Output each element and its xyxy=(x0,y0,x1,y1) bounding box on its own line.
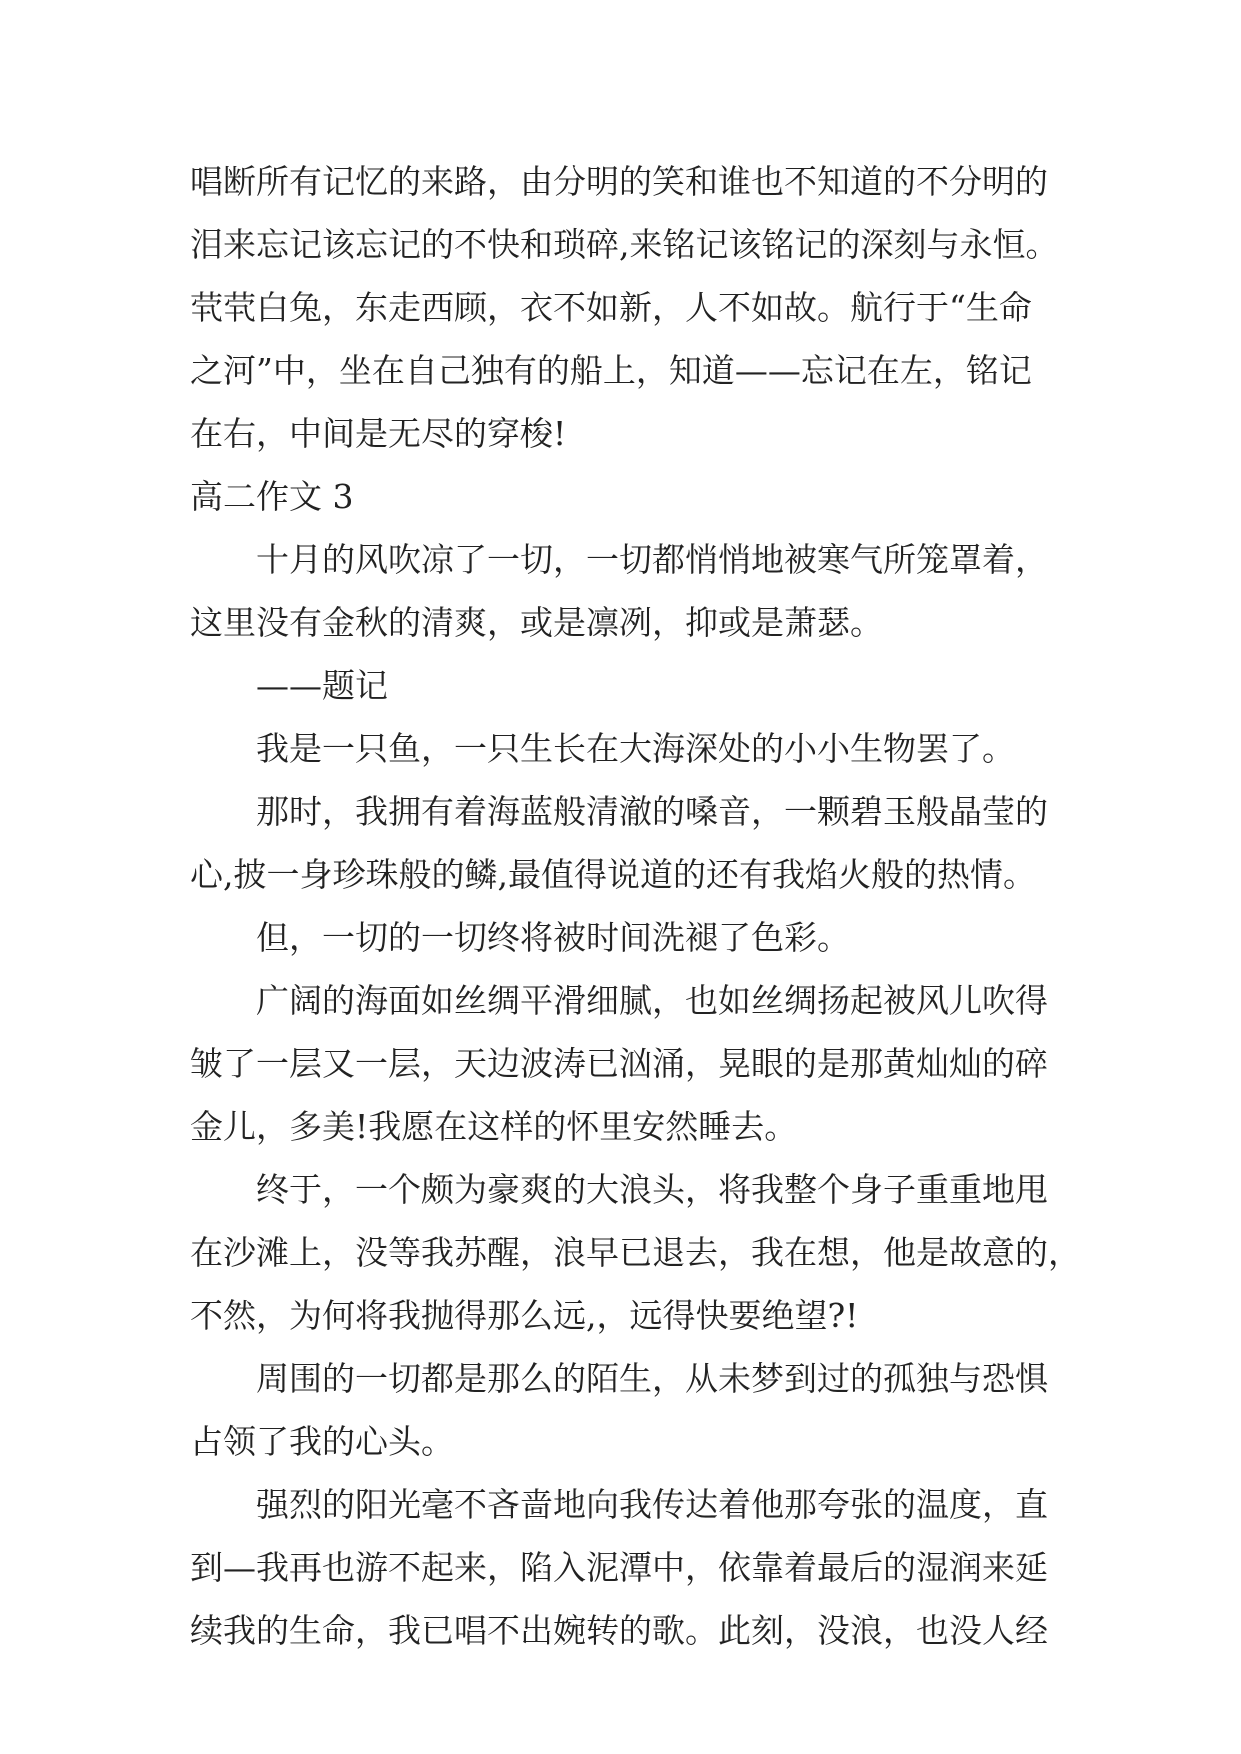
text-line: 到—我再也游不起来，陷入泥潭中，依靠着最后的湿润来延 xyxy=(190,1548,1048,1587)
text-line: 这里没有金秋的清爽，或是凛冽，抑或是萧瑟。 xyxy=(190,603,883,642)
text-line: 强烈的阳光毫不吝啬地向我传达着他那夸张的温度，直 xyxy=(256,1485,1048,1524)
text-line: 之河”中，坐在自己独有的船上，知道——忘记在左，铭记 xyxy=(190,351,1032,390)
text-line: 我是一只鱼，一只生长在大海深处的小小生物罢了。 xyxy=(256,729,1015,768)
text-line: 续我的生命，我已唱不出婉转的歌。此刻，没浪，也没人经 xyxy=(190,1611,1048,1650)
text-line: 占领了我的心头。 xyxy=(190,1422,454,1461)
text-line: 但，一切的一切终将被时间洗褪了色彩。 xyxy=(256,918,850,957)
text-line: 心,披一身珍珠般的鳞,最值得说道的还有我焰火般的热情。 xyxy=(190,855,1036,894)
text-line: 周围的一切都是那么的陌生，从未梦到过的孤独与恐惧 xyxy=(256,1359,1048,1398)
text-line: 泪来忘记该忘记的不快和琐碎,来铭记该铭记的深刻与永恒。 xyxy=(190,225,1059,264)
text-line: 在沙滩上，没等我苏醒，浪早已退去，我在想，他是故意的， xyxy=(190,1233,1081,1272)
text-line: 金儿，多美!我愿在这样的怀里安然睡去。 xyxy=(190,1107,798,1146)
text-line: 在右，中间是无尽的穿梭! xyxy=(190,414,567,453)
text-line: ——题记 xyxy=(256,666,388,705)
text-line: 茕茕白兔，东走西顾，衣不如新，人不如故。航行于“生命 xyxy=(190,288,1032,327)
text-line: 那时，我拥有着海蓝般清澈的嗓音，一颗碧玉般晶莹的 xyxy=(256,792,1048,831)
text-line: 广阔的海面如丝绸平滑细腻，也如丝绸扬起被风儿吹得 xyxy=(256,981,1048,1020)
section-heading: 高二作文 3 xyxy=(190,477,354,516)
text-line: 皱了一层又一层，天边波涛已汹涌，晃眼的是那黄灿灿的碎 xyxy=(190,1044,1048,1083)
text-line: 不然，为何将我抛得那么远,，远得快要绝望?! xyxy=(190,1296,859,1335)
text-line: 唱断所有记忆的来路，由分明的笑和谁也不知道的不分明的 xyxy=(190,162,1048,201)
document-body xyxy=(190,150,1090,1662)
text-line: 终于，一个颇为豪爽的大浪头，将我整个身子重重地甩 xyxy=(256,1170,1048,1209)
text-line: 十月的风吹凉了一切，一切都悄悄地被寒气所笼罩着， xyxy=(256,540,1048,579)
